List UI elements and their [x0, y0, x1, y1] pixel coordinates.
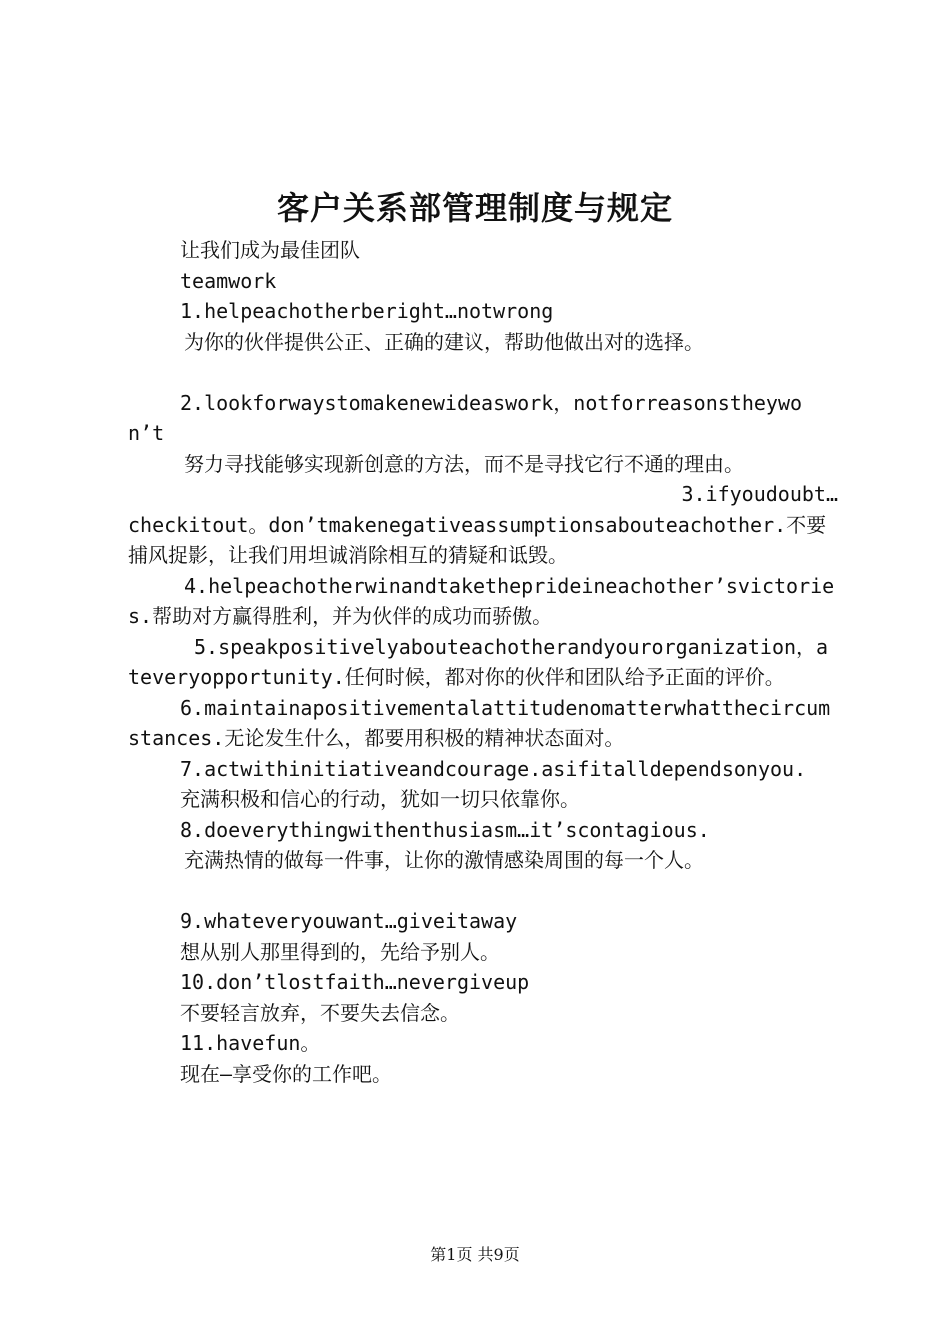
rule-10-chinese: 不要轻言放弃，不要失去信念。: [180, 1000, 460, 1025]
document-body: [128, 235, 838, 1089]
spacer: [128, 357, 838, 388]
rule-3-start: 3.ifyoudoubt…: [681, 482, 838, 506]
rule-11-english: 11.havefun。: [180, 1031, 321, 1055]
spacer: [128, 876, 838, 907]
rule-8-chinese: 充满热情的做每一件事，让你的激情感染周围的每一个人。: [184, 848, 704, 872]
rule-9-chinese: 想从别人那里得到的，先给予别人。: [180, 939, 500, 964]
rule-1-chinese: 为你的伙伴提供公正、正确的建议，帮助他做出对的选择。: [184, 329, 704, 354]
rule-7-chinese: 充满积极和信心的行动，犹如一切只依靠你。: [180, 787, 580, 811]
rule-6-text: 6.maintainapositivementalattitudenomatterwhatthecircumstances.无论发生什么，都要用积极的精神状态面对。: [128, 695, 831, 750]
rule-4-text: 4.helpeachotherwinandtaketheprideineachother’svictories.帮助对方赢得胜利，并为伙伴的成功而骄傲。: [128, 573, 835, 628]
rule-8-english: 8.doeverythingwithenthusiasm…it’scontagious.: [180, 817, 710, 842]
rule-7-english: 7.actwithinitiativeandcourage.asifitalldependsonyou.: [180, 756, 807, 781]
document-title: 客户关系部管理制度与规定: [276, 189, 673, 227]
rule-3-text: checkitout。don’tmakenegativeassumptionsabouteachother.不要捕风捉影，让我们用坦诚消除相互的猜疑和诋毁。: [128, 512, 827, 567]
page-number-footer: 第1页 共9页: [430, 1245, 520, 1264]
rule-10-english: 10.don’tlostfaith…nevergiveup: [180, 970, 530, 994]
teamwork-heading: teamwork: [180, 268, 277, 293]
rule-5-text: 5.speakpositivelyabouteachotherandyourorganization，ateveryopportunity.任何时候，都对你的伙伴和团队给予正面的评价。: [128, 634, 829, 689]
intro-line: 让我们成为最佳团队: [180, 238, 360, 262]
rule-2-chinese: 努力寻找能够实现新创意的方法，而不是寻找它行不通的理由。: [184, 451, 744, 476]
rule-1-english: 1.helpeachotherberight…notwrong: [180, 299, 554, 323]
rule-9-english: 9.whateveryouwant…giveitaway: [180, 909, 518, 933]
rule-11-chinese: 现在—享受你的工作吧。: [180, 1061, 393, 1086]
rule-2-english: 2.lookforwaystomakenewideaswork，notforreasonstheywon’t: [128, 390, 803, 445]
